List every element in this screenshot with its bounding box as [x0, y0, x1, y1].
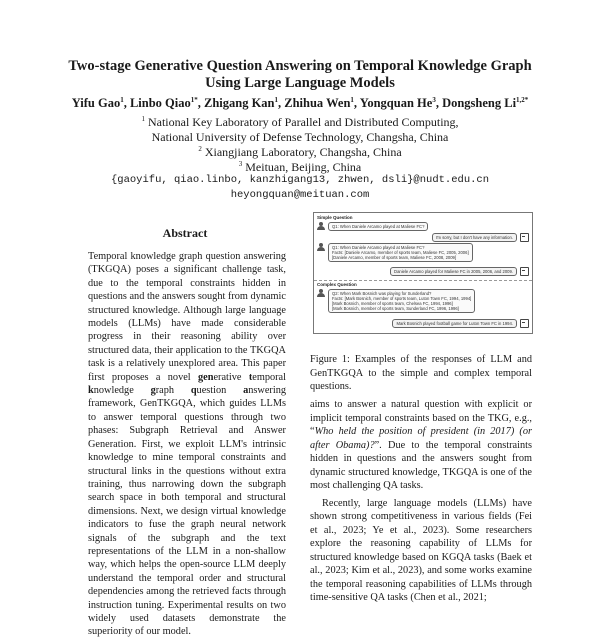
figure-1	[313, 212, 533, 334]
answer-row	[432, 233, 529, 242]
affiliation-3: $^3$ Meituan, Beijing, China	[238, 160, 362, 174]
paragraph: aims to answer a natural question with explicit or implicit temporal constraints based on the TKG, e.g., “Who held the position of president (in 2017) (or after Obama)?”. Due to the temporal constraints hidden in questions and the answers sought from dynamic structured knowledge, TKGQA is one of the most challenging QA tasks.	[310, 399, 533, 491]
author: Zhigang Kan$^1$	[204, 96, 279, 111]
email-line-1: {gaoyifu, qiao.linbo, kanzhigang13, zhwen, dsli}@nudt.edu.cn	[110, 174, 490, 186]
question-row	[317, 243, 473, 262]
author: Yongquan He$^3$	[359, 96, 436, 111]
answer-row	[392, 319, 529, 328]
question-bubble: Q1: When Daniele Arcamo played at Maliese FC?	[328, 222, 428, 231]
author-list: Yifu Gao$^1$, Linbo Qiao$^{1*}$, Zhigang Kan$^1$, Zhihua Wen$^1$, Yongquan He$^3$, Dongsheng $Li^{1,2*}$	[71, 96, 529, 111]
author: Zhihua Wen$^1$	[284, 96, 354, 111]
author: Linbo Qiao$^{1*}$	[129, 96, 198, 111]
complex-question-label: Complex Question	[317, 282, 357, 287]
llm-answer-bubble: I'm sorry, but I don't have any information.	[432, 233, 517, 242]
question-facts-bubble: Q2: When Mark Bosnich was playing for Sunderland? Facts: [Mark Bosnich, member of sports team, Luton Town FC, 1994, 1994] [Mark Bosnich, member of sports team, Chelsea FC, 1994, 1996] [Mark Bosnich, member of sports team, Sunderland FC, 1996, 1996]	[328, 289, 475, 313]
affiliation-1: $^1$ National Key Laboratory of Parallel and Distributed Computing, National University of Defense Technology, Changsha, China	[141, 115, 459, 144]
simple-question-label: Simple Question	[317, 215, 353, 220]
robot-icon	[520, 233, 529, 242]
paper-title	[40, 58, 560, 92]
abstract-heading: Abstract	[162, 226, 208, 240]
title-line-1: Two-stage Generative Question Answering on Temporal Knowledge Graph	[68, 58, 532, 74]
gentkgqa-answer-bubble: Mark Bosnich played football game for Luton Town FC in 1994.	[392, 319, 517, 328]
robot-icon	[520, 267, 529, 276]
question-facts-bubble: Q1: When Daniele Arcamo played at Maliese FC? Facts: [Daniele Arcamo, member of sports team, Maliese FC, 2005, 2006] [Daniele Arcamo, member of sports team, Maliese FC, 2008, 2009]	[328, 243, 473, 262]
user-icon	[317, 222, 325, 230]
user-icon	[317, 243, 325, 251]
title-line-2: Using Large Language Models	[205, 75, 395, 91]
figure-divider	[314, 280, 532, 281]
question-row	[317, 289, 475, 313]
robot-icon	[520, 319, 529, 328]
author: Yifu Gao$^1$	[71, 96, 124, 111]
author: Dongsheng $Li^{1,2*}$	[442, 96, 529, 111]
paragraph: Recently, large language models (LLMs) have shown strong competitiveness in various fields (Fei et al., 2023; Ye et al., 2023). Some researchers explore the reasoning capability of LLMs for structured knowledge based on KGQA tasks (Baek et al., 2023; Kim et al., 2023), and some works examine the temporal reasoning capabilities of LLMs through time-sensitive QA tasks (Chen et al., 2021;	[310, 497, 532, 603]
gentkgqa-answer-bubble: Daniele Arcamo played for Maliese FC in 2005, 2006, and 2009.	[390, 267, 517, 276]
answer-row	[390, 267, 529, 276]
figure-caption: Figure 1: Examples of the responses of LLM and GenTKGQA to the simple and complex temporal questions.	[310, 354, 532, 392]
user-icon	[317, 289, 325, 297]
email-line-2: heyongquan@meituan.com	[230, 189, 370, 201]
affiliation-2: $^2$ Xiangjiang Laboratory, Changsha, China	[198, 145, 402, 159]
body-text	[310, 398, 532, 605]
question-row	[317, 222, 428, 231]
abstract-text: Temporal knowledge graph question answering (TKGQA) poses a significant challenge task, due to the temporal constraints hidden in questions and the answers sought from dynamic structured knowledge. Although large language models (LLMs) have made considerable progress in their reasoning ability over structured data, their application to the TKGQA task is a relatively unexplored area. This paper first proposes a novel generative temporal knowledge graph question answering framework, GenTKGQA, which guides LLMs to answer temporal questions through two phases: Subgraph Retrieval and Answer Generation. First, we exploit LLM's intrinsic knowledge to mine temporal constraints and structural links in the questions without extra training, thus narrowing down the subgraph search space in both temporal and structural dimensions. Next, we design virtual knowledge indicators to fuse the graph neural network signals of the subgraph and the text representations of the LLM in a non-shallow way, which helps the open-source LLM deeply understand the temporal order and structural dependencies among the retrieved facts through instruction tuning. Experimental results on two widely used datasets demonstrate the superiority of our model.	[88, 251, 286, 638]
